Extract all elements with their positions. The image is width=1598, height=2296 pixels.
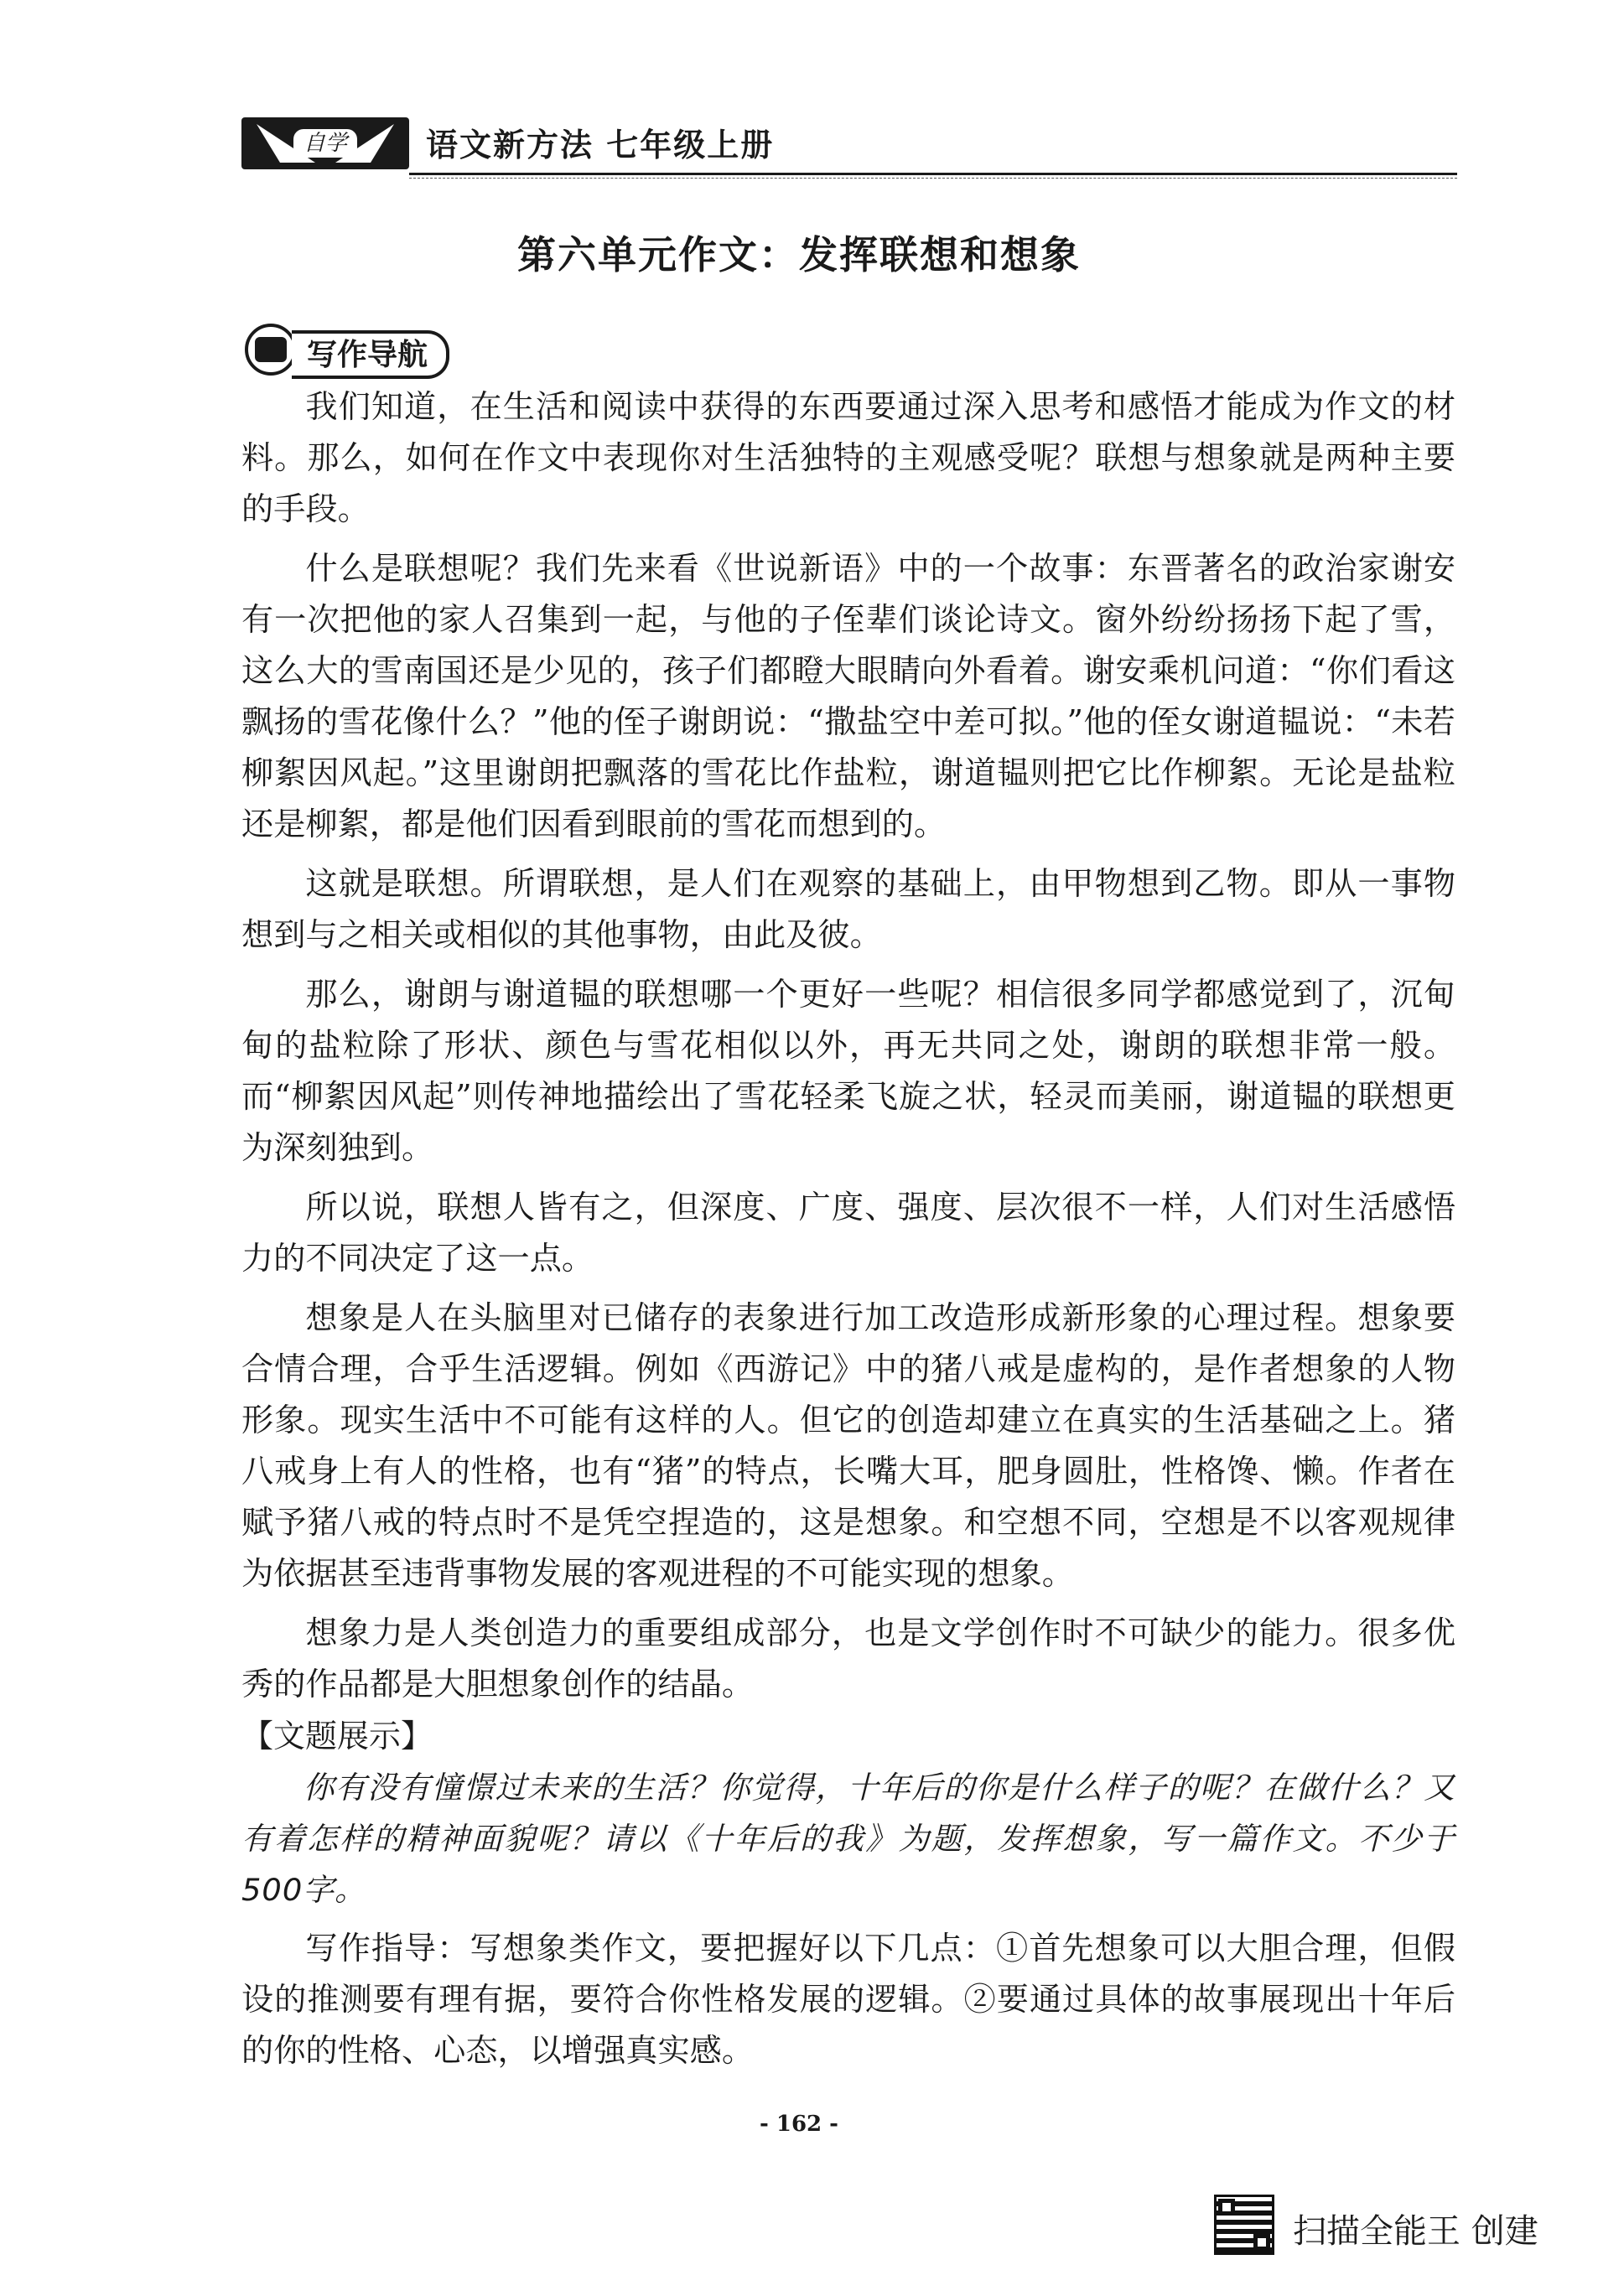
header-rule [409, 173, 1457, 175]
topic-label: 【文题展示】 [241, 1718, 433, 1754]
book-title: 语文新方法 七年级上册 [426, 126, 775, 163]
paragraph-intro: 我们知道，在生活和阅读中获得的东西要通过深入思考和感悟才能成为作文的材料。那么，如何在作文中表现你对生活独特的主观感受呢？联想与想象就是两种主要的手段。 [241, 389, 1455, 528]
header-dashed-rule [409, 178, 1457, 179]
scanner-watermark: 扫描全能王 创建 [1293, 2212, 1538, 2251]
qr-code-icon [1214, 2195, 1274, 2255]
publisher-logo [241, 117, 409, 169]
section-badge-label: 写作导航 [292, 330, 449, 379]
page-header [241, 109, 1457, 176]
paragraph-association-story: 什么是联想呢？我们先来看《世说新语》中的一个故事：东晋著名的政治家谢安有一次把他的家人召集到一起，与他的子侄辈们谈论诗文。窗外纷纷扬扬下起了雪，这么大的雪南国还是少见的，孩子们都瞪大眼睛向外看着。谢安乘机问道：“你们看这飘扬的雪花像什么？”他的侄子谢朗说：“撒盐空中差可拟。”他的侄女谢道韫说：“未若柳絮因风起。”这里谢朗把飘落的雪花比作盐粒，谢道韫则把它比作柳絮。无论是盐粒还是柳絮，都是他们因看到眼前的雪花而想到的。 [241, 551, 1455, 843]
paragraph-association-definition: 这就是联想。所谓联想，是人们在观察的基础上，由甲物想到乙物。即从一事物想到与之相关或相似的其他事物，由此及彼。 [241, 866, 1455, 954]
badge-logo-icon [245, 324, 297, 376]
topic-text: 你有没有憧憬过未来的生活？你觉得，十年后的你是什么样子的呢？在做什么？又有着怎样的精神面貌呢？请以《十年后的我》为题，发挥想象，写一篇作文。不少于500字。 [241, 1770, 1455, 1908]
paragraph-imagination: 想象是人在头脑里对已储存的表象进行加工改造形成新形象的心理过程。想象要合情合理，合乎生活逻辑。例如《西游记》中的猪八戒是虚构的，是作者想象的人物形象。现实生活中不可能有这样的人。但它的创造却建立在真实的生活基础之上。猪八戒身上有人的性格，也有“猪”的特点，长嘴大耳，肥身圆肚，性格馋、懒。作者在赋予猪八戒的特点时不是凭空捏造的，这是想象。和空想不同，空想是不以客观规律为依据甚至违背事物发展的客观进程的不可能实现的想象。 [241, 1300, 1455, 1593]
writing-guidance: 写作指导：写想象类作文，要把握好以下几点：①首先想象可以大胆合理，但假设的推测要有理有据，要符合你性格发展的逻辑。②要通过具体的故事展现出十年后的你的性格、心态，以增强真实感。 [241, 1931, 1455, 2070]
article-body [241, 382, 1455, 2086]
paragraph-imagination-summary: 想象力是人类创造力的重要组成部分，也是文学创作时不可缺少的能力。很多优秀的作品都是大胆想象创作的结晶。 [241, 1615, 1455, 1703]
unit-title: 第六单元作文：发挥联想和想象 [517, 232, 1081, 277]
logo-text: 自学 [293, 129, 357, 158]
section-badge [245, 324, 496, 382]
paragraph-association-summary: 所以说，联想人皆有之，但深度、广度、强度、层次很不一样，人们对生活感悟力的不同决定了这一点。 [241, 1189, 1455, 1278]
page-number: - 162 - [760, 2112, 838, 2137]
paragraph-comparison: 那么，谢朗与谢道韫的联想哪一个更好一些呢？相信很多同学都感觉到了，沉甸甸的盐粒除了形状、颜色与雪花相似以外，再无共同之处，谢朗的联想非常一般。而“柳絮因风起”则传神地描绘出了雪花轻柔飞旋之状，轻灵而美丽，谢道韫的联想更为深刻独到。 [241, 977, 1455, 1167]
